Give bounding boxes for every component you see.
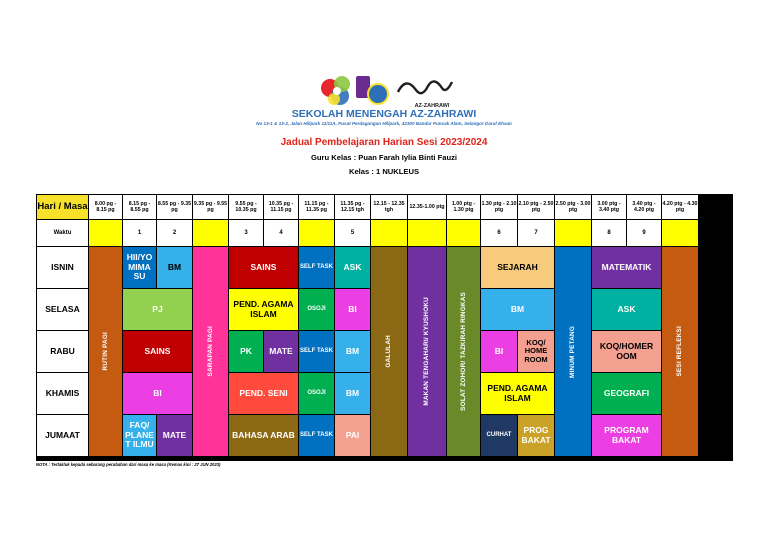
subject-cell: MATE xyxy=(157,415,192,456)
subject-cell: ASK xyxy=(592,289,661,330)
subject-cell: SELF TASK xyxy=(299,415,334,456)
class-teacher: Guru Kelas : Puan Farah Iylia Binti Fauzi xyxy=(311,153,457,162)
period-number: 1 xyxy=(123,220,156,246)
break-label: SESI REFLEKSI xyxy=(676,326,684,377)
time-header: 8.00 pg - 8.15 pg xyxy=(89,195,122,219)
subject-cell: OSOJI xyxy=(299,373,334,414)
time-header: 8.15 pg - 8.55 pg xyxy=(123,195,156,219)
break-rutin-pagi xyxy=(89,247,122,456)
time-header: 10.35 pg - 11.15 pg xyxy=(264,195,298,219)
period-number: 8 xyxy=(592,220,626,246)
logo-circle-white xyxy=(333,87,341,95)
subject-cell: BI xyxy=(123,373,192,414)
day-label-selasa: SELASA xyxy=(37,289,88,330)
period-number: 3 xyxy=(229,220,263,246)
period-cell xyxy=(447,220,480,246)
break-label: RUTIN PAGI xyxy=(101,332,109,371)
day-label-khamis: KHAMIS xyxy=(37,373,88,414)
subject-cell: HII/YO MIMA SU xyxy=(123,247,156,288)
subject-cell: PROGRAM BAKAT xyxy=(592,415,661,456)
time-header: 11.15 pg - 11.35 pg xyxy=(299,195,334,219)
corner-header: Hari / Masa xyxy=(37,195,88,219)
subject-cell: PEND. AGAMA ISLAM xyxy=(229,289,298,330)
time-header: 4.20 ptg - 4.30 ptg xyxy=(662,195,698,219)
subject-cell: ASK xyxy=(335,247,370,288)
time-header: 9.35 pg - 9.55 pg xyxy=(193,195,228,219)
subject-cell: PAI xyxy=(335,415,370,456)
period-number: 2 xyxy=(157,220,192,246)
time-header: 12.35-1.00 ptg xyxy=(408,195,446,219)
break-label: SARAPAN PAGI xyxy=(206,326,214,377)
subject-cell: SAINS xyxy=(229,247,298,288)
time-header: 3.00 ptg - 3.40 ptg xyxy=(592,195,626,219)
period-number: 9 xyxy=(627,220,661,246)
timetable-grid xyxy=(36,194,733,461)
subject-cell: BM xyxy=(335,331,370,372)
time-header: 2.10 ptg - 2.50 ptg xyxy=(518,195,554,219)
subject-cell: SELF TASK xyxy=(299,247,334,288)
school-address: No 13-1 & 13-2, Jalan Hillpark 11/11A, Pusat Perdagangan Hillpark, 42300 Bandar Puncak Alam, Selangor Darul Ehsan xyxy=(256,121,512,126)
subject-cell: PEND. AGAMA ISLAM xyxy=(481,373,554,414)
subject-cell: BI xyxy=(335,289,370,330)
time-header: 8.55 pg - 9.35 pg xyxy=(157,195,192,219)
period-cell xyxy=(299,220,334,246)
time-header: 11.35 pg - 12.15 tgh xyxy=(335,195,370,219)
break-label: MINUM PETANG xyxy=(569,325,577,378)
logo-text: AZ-ZAHRAWI xyxy=(414,103,450,109)
time-header: 12.15 - 12.35 tgh xyxy=(371,195,407,219)
time-header: 1.30 ptg - 2.10 ptg xyxy=(481,195,517,219)
subject-cell: MATEMATIK xyxy=(592,247,661,288)
break-galulah xyxy=(371,247,407,456)
school-name: SEKOLAH MENENGAH AZ-ZAHRAWI xyxy=(291,108,477,120)
day-label-isnin: ISNIN xyxy=(37,247,88,288)
time-header: 9.55 pg - 10.35 pg xyxy=(229,195,263,219)
period-cell xyxy=(193,220,228,246)
logo-calligraphy xyxy=(398,81,452,93)
class-name: Kelas : 1 NUKLEUS xyxy=(348,167,420,176)
subject-cell: PJ xyxy=(123,289,192,330)
break-makan-tengahari xyxy=(408,247,446,456)
subject-cell: SELF TASK xyxy=(299,331,334,372)
break-sarapan-pagi xyxy=(193,247,228,456)
subject-cell: PK xyxy=(229,331,263,372)
period-cell xyxy=(555,220,591,246)
period-cell xyxy=(89,220,122,246)
break-label: SOLAT ZOHOR/ TAZKIRAH RINGKAS xyxy=(459,292,467,411)
subject-cell: PEND. SENI xyxy=(229,373,298,414)
waktu-label: Waktu xyxy=(37,220,88,246)
period-cell xyxy=(371,220,407,246)
page-title: Jadual Pembelajaran Harian Sesi 2023/2024 xyxy=(280,137,488,148)
break-sesi-refleksi xyxy=(662,247,698,456)
day-label-jumaat: JUMAAT xyxy=(37,415,88,456)
time-header: 1.00 ptg - 1.30 ptg xyxy=(447,195,480,219)
period-number: 4 xyxy=(264,220,298,246)
subject-cell: OSOJI xyxy=(299,289,334,330)
break-solat-zohor xyxy=(447,247,480,456)
break-minum-petang xyxy=(555,247,591,456)
period-cell xyxy=(662,220,698,246)
subject-cell: BM xyxy=(335,373,370,414)
period-number: 5 xyxy=(335,220,370,246)
time-header: 3.40 ptg - 4.20 ptg xyxy=(627,195,661,219)
period-number: 6 xyxy=(481,220,517,246)
subject-cell: SEJARAH xyxy=(481,247,554,288)
logo-emblem xyxy=(368,84,388,104)
subject-cell: MATE xyxy=(264,331,298,372)
period-number: 7 xyxy=(518,220,554,246)
subject-cell: PROG BAKAT xyxy=(518,415,554,456)
subject-cell: FAQ/ PLANE T ILMU xyxy=(123,415,156,456)
break-label: MAKAN TENGAHARI/ KYUSHOKU xyxy=(423,297,431,406)
subject-cell: BAHASA ARAB xyxy=(229,415,298,456)
school-logo xyxy=(320,74,480,110)
break-label: GALULAH xyxy=(385,335,393,368)
time-header: 2.50 ptg - 3.00 ptg xyxy=(555,195,591,219)
subject-cell: CURHAT xyxy=(481,415,517,456)
subject-cell: BM xyxy=(157,247,192,288)
subject-cell: GEOGRAFI xyxy=(592,373,661,414)
subject-cell: SAINS xyxy=(123,331,192,372)
subject-cell: KOQ/HOMER OOM xyxy=(592,331,661,372)
subject-cell: KOQ/ HOME ROOM xyxy=(518,331,554,372)
subject-cell: BI xyxy=(481,331,517,372)
subject-cell: BM xyxy=(481,289,554,330)
period-cell xyxy=(408,220,446,246)
day-label-rabu: RABU xyxy=(37,331,88,372)
footnote: NOTA : Tertakluk kepada sebarang perubahan dari masa ke masa (Kemas kini : 27 JUN 2023) xyxy=(36,462,221,467)
